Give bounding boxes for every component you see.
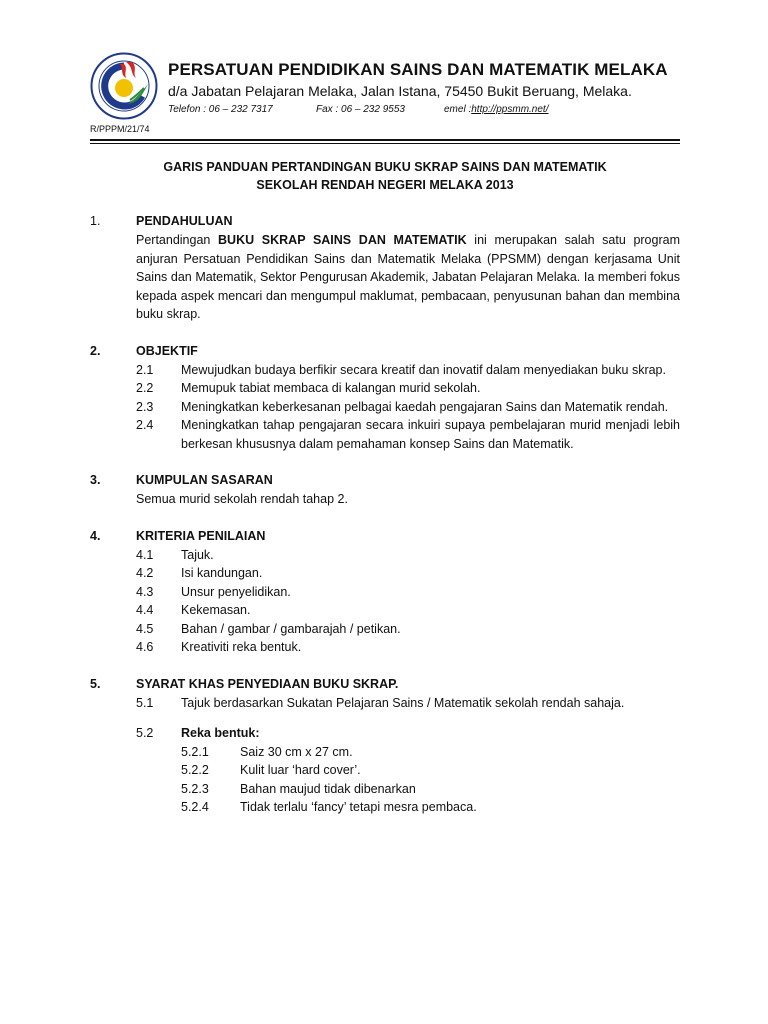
- section-title: KRITERIA PENILAIAN: [136, 528, 266, 543]
- organization-name: PERSATUAN PENDIDIKAN SAINS DAN MATEMATIK MELAKA: [168, 60, 668, 79]
- list-item: [90, 379, 680, 398]
- sub-item-text: Tidak terlalu ‘fancy’ tetapi mesra pembaca.: [240, 800, 477, 814]
- para-bold-text: BUKU SKRAP SAINS DAN MATEMATIK: [218, 233, 467, 247]
- list-item: [90, 546, 680, 565]
- ppsmm-logo: [90, 52, 158, 120]
- sub-item-text: Bahan maujud tidak dibenarkan: [240, 781, 416, 796]
- section-number: 1.: [90, 214, 101, 228]
- item-number: 4.5: [136, 621, 154, 636]
- section-title: KUMPULAN SASARAN: [136, 473, 273, 487]
- item-number: 2.4: [136, 418, 154, 432]
- item-number: 2.3: [136, 399, 154, 414]
- item-text: Reka bentuk:: [181, 726, 260, 740]
- website-link[interactable]: http://ppsmm.net/: [471, 104, 549, 115]
- sub-list-item: [90, 761, 680, 780]
- organization-address: d/a Jabatan Pelajaran Melaka, Jalan Istana, 75450 Bukit Beruang, Melaka.: [168, 83, 632, 99]
- list-item: [90, 361, 680, 380]
- item-text: Meningkatkan tahap pengajaran secara inkuiri supaya pembelajaran murid menjadi lebih berkesan khususnya dalam pemahaman konsep Sains dan Matematik.: [181, 418, 680, 451]
- sub-list-item: [90, 743, 680, 762]
- item-number: 4.1: [136, 547, 154, 562]
- telephone: Telefon : 06 – 232 7317: [168, 104, 273, 115]
- letterhead-divider-thin: [90, 143, 680, 144]
- para-text: ini merupakan salah satu program anjuran Persatuan Pendidikan Sains dan Matematik Melaka (PPSMM) dengan kerjasama Unit Sains dan Matematik, Sektor Pengurusan Akademik, Jabatan Pelajaran Melaka. Ia memberi fokus kepada aspek mencari dan mengumpul maklumat, pembacaan, penyusunan bahan dan membina buku skrap.: [136, 233, 680, 321]
- sub-item-number: 5.2.1: [181, 744, 209, 759]
- list-item: [90, 564, 680, 583]
- list-item: [90, 416, 680, 453]
- item-text: Kreativiti reka bentuk.: [181, 640, 302, 654]
- item-text: Mewujudkan budaya berfikir secara kreatif dan inovatif dalam menyediakan buku skrap.: [181, 362, 666, 377]
- section-2-heading: [90, 342, 680, 361]
- list-item: [90, 601, 680, 620]
- para-text: Pertandingan: [136, 233, 219, 247]
- sub-item-number: 5.2.4: [181, 800, 209, 814]
- section-4-heading: [90, 527, 680, 546]
- item-number: 5.1: [136, 695, 154, 710]
- item-number: 4.2: [136, 566, 154, 580]
- list-item: [90, 638, 680, 657]
- item-text: Tajuk berdasarkan Sukatan Pelajaran Sains / Matematik sekolah rendah sahaja.: [181, 695, 625, 710]
- sub-list-item: [90, 780, 680, 799]
- document-title: [90, 158, 680, 194]
- sub-item-text: Saiz 30 cm x 27 cm.: [240, 744, 353, 759]
- section-number: 2.: [90, 343, 101, 358]
- title-line-2: SEKOLAH RENDAH NEGERI MELAKA 2013: [256, 178, 514, 192]
- title-line-1: GARIS PANDUAN PERTANDINGAN BUKU SKRAP SAINS DAN MATEMATIK: [163, 160, 607, 174]
- section-1-paragraph: [136, 231, 680, 324]
- item-number: 4.6: [136, 640, 154, 654]
- fax: Fax : 06 – 232 9553: [316, 104, 405, 115]
- section-1-heading: [90, 212, 680, 231]
- item-text: Bahan / gambar / gambarajah / petikan.: [181, 621, 401, 636]
- item-number: 2.1: [136, 362, 154, 377]
- list-item: [90, 398, 680, 417]
- item-text: Unsur penyelidikan.: [181, 584, 291, 599]
- item-number: 5.2: [136, 726, 154, 740]
- item-text: Memupuk tabiat membaca di kalangan murid sekolah.: [181, 381, 481, 395]
- sub-list-item: [90, 798, 680, 817]
- section-number: 3.: [90, 473, 101, 487]
- section-number: 5.: [90, 676, 101, 691]
- section-3-heading: [90, 471, 680, 490]
- list-item: [90, 694, 680, 713]
- document-body: [90, 212, 680, 817]
- list-item: [90, 620, 680, 639]
- section-3-text: Semua murid sekolah rendah tahap 2.: [136, 492, 348, 506]
- contact-line: [168, 104, 549, 115]
- letterhead-divider-thick: [90, 139, 680, 141]
- sub-item-number: 5.2.2: [181, 763, 209, 777]
- sub-item-number: 5.2.3: [181, 781, 209, 796]
- section-title: PENDAHULUAN: [136, 214, 233, 228]
- sub-item-text: Kulit luar ‘hard cover’.: [240, 763, 361, 777]
- item-text: Meningkatkan keberkesanan pelbagai kaedah pengajaran Sains dan Matematik rendah.: [181, 399, 669, 414]
- section-title: OBJEKTIF: [136, 343, 198, 358]
- item-number: 4.4: [136, 603, 154, 617]
- section-title: SYARAT KHAS PENYEDIAAN BUKU SKRAP.: [136, 676, 399, 691]
- section-5-heading: [90, 675, 680, 694]
- list-item: [90, 724, 680, 743]
- item-text: Kekemasan.: [181, 603, 251, 617]
- item-number: 2.2: [136, 381, 154, 395]
- reference-number: R/PPPM/21/74: [90, 124, 150, 134]
- item-text: Tajuk.: [181, 547, 214, 562]
- section-number: 4.: [90, 528, 101, 543]
- email-label: emel :: [444, 104, 472, 115]
- item-text: Isi kandungan.: [181, 566, 263, 580]
- item-number: 4.3: [136, 584, 154, 599]
- list-item: [90, 583, 680, 602]
